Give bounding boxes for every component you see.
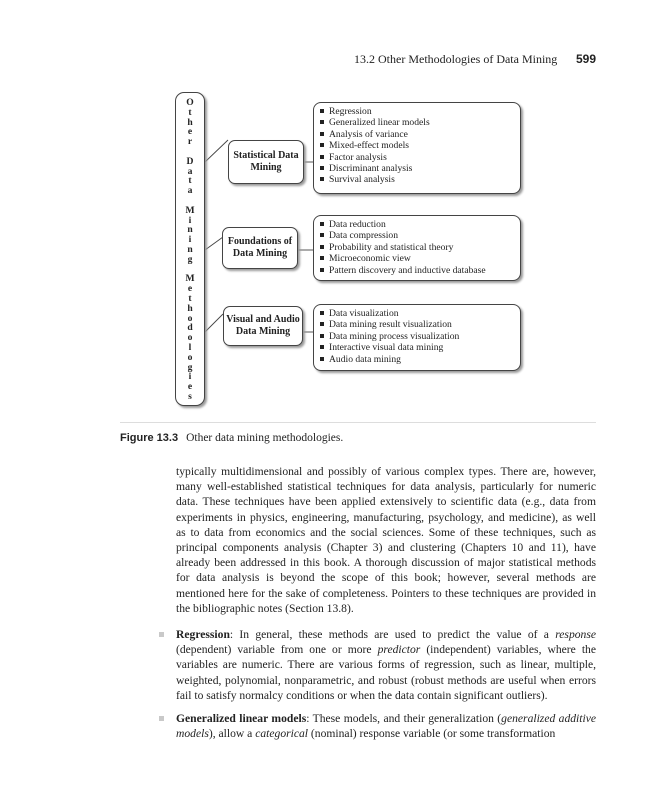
page-number: 599 [576,52,597,66]
method-bullet-list [176,627,596,741]
method-item: Factor analysis [320,152,520,163]
bullet-text: : In general, these methods are used to predict the value of a [229,628,556,642]
spine-letter: e [187,283,193,295]
bullet-emphasis: generalized additive models [176,712,597,741]
method-item: Data reduction [320,219,520,230]
body-paragraph: typically multidimensional and possibly of various complex types. There are, however, many well-established statistical techniques for data analysis, particularly for numeric data. These techniques have been applied extensively to scientific data (e.g., data from experiments in physics, engineering, manufacturing, psychology, and medicine), as well as to data from economics and the social sciences. Some of these techniques, such as principal components analysis (Chapter 3) and clustering (Chapters 10 and 11), have already been addressed in this book. A thorough discussion of major statistical methods for data analysis is beyond the scope of this book; however, several methods are mentioned here for the sake of completeness. Pointers to these techniques are provided in the bibliographic notes (Section 13.8). [176,465,596,615]
method-item: Audio data mining [320,354,520,365]
spine-letter: o [187,312,193,324]
spine-letter: O [186,97,194,108]
connector-spine-foundations [205,237,223,250]
method-item: Microeconomic view [320,253,520,264]
method-item: Interactive visual data mining [320,342,520,353]
spine-letter: n [187,243,193,255]
bullet-term: Regression [176,628,230,642]
spine-letter: g [187,253,193,265]
list-statistical-methods [313,102,521,194]
spine-letter: t [188,292,192,304]
spine-letter: n [187,224,193,236]
method-item: Probability and statistical theory [320,242,520,253]
connector-spine-statistical [205,140,228,162]
category-statistical-data-mining: Statistical Data Mining [228,140,304,184]
method-item: Data compression [320,230,520,241]
figure-caption-text: Other data mining methodologies. [186,432,344,444]
method-item: Generalized linear models [320,117,520,128]
spine-letter: M [185,273,195,285]
method-item: Data visualization [320,308,520,319]
list-foundations-methods [313,215,521,281]
spine-letter: h [187,302,193,314]
bullet-text: (dependent) variable from one or more [176,643,378,657]
method-item: Analysis of variance [320,129,520,140]
body-text [176,464,596,749]
spine-letter: d [187,322,193,334]
connector-spine-visual [205,314,223,332]
spine-letter: l [188,341,192,353]
list-visual-audio-methods [313,304,521,371]
bullet-term: Generalized linear models [176,712,307,726]
method-item: Discriminant analysis [320,163,520,174]
spine-letter: r [187,136,193,148]
category-visual-and-audio-data-mining: Visual and Audio Data Mining [223,306,303,346]
bullet-emphasis: response [555,628,596,642]
bullet-text: (nominal) response variable (or some transformation [308,727,556,741]
spine-letter: h [187,116,193,128]
spine-letter: t [188,175,192,187]
running-header [354,52,597,67]
spine-letter: e [187,381,193,393]
spine-letter: o [187,351,193,363]
bullet-emphasis: categorical [255,727,309,741]
method-item: Data mining process visualization [320,331,520,342]
spine-letter: a [187,165,193,177]
bullet-emphasis: predictor [377,643,421,657]
method-item: Regression [320,106,520,117]
method-item: Mixed-effect models [320,140,520,151]
spine-letter: M [185,204,195,216]
category-foundations-of-data-mining: Foundations of Data Mining [222,227,298,269]
caption-divider [120,422,596,423]
method-bullet [176,627,596,703]
spine-letter: i [188,214,192,226]
bullet-text: (independent) variables, where the variables are numeric. There are various forms of regression, such as linear, multiple, weighted, polynomial, nonparametric, and robust (robust methods are useful when errors fail to satisfy normalcy conditions or when the data contain significant outliers). [176,643,596,702]
spine-letter: t [188,106,192,118]
spine-letter: D [186,155,194,167]
bullet-text: : These models, and their generalization ( [306,712,502,726]
spine-letter: s [188,390,192,402]
figure-label: Figure 13.3 [120,432,179,444]
spine-letter: a [187,185,193,197]
method-item: Survival analysis [320,174,520,185]
bullet-text: ), allow a [208,727,256,741]
figure-caption [120,432,343,444]
spine-letter: g [187,361,193,373]
method-item: Pattern discovery and inductive database [320,265,520,276]
spine-letter: i [188,371,192,383]
spine-letter: e [187,126,193,138]
spine-box [175,92,205,406]
method-item: Data mining result visualization [320,319,520,330]
header-title: 13.2 Other Methodologies of Data Mining [354,52,558,66]
method-bullet [176,711,596,741]
methodologies-diagram [175,92,523,408]
spine-letter: o [187,332,193,344]
spine-letter: i [188,234,192,246]
